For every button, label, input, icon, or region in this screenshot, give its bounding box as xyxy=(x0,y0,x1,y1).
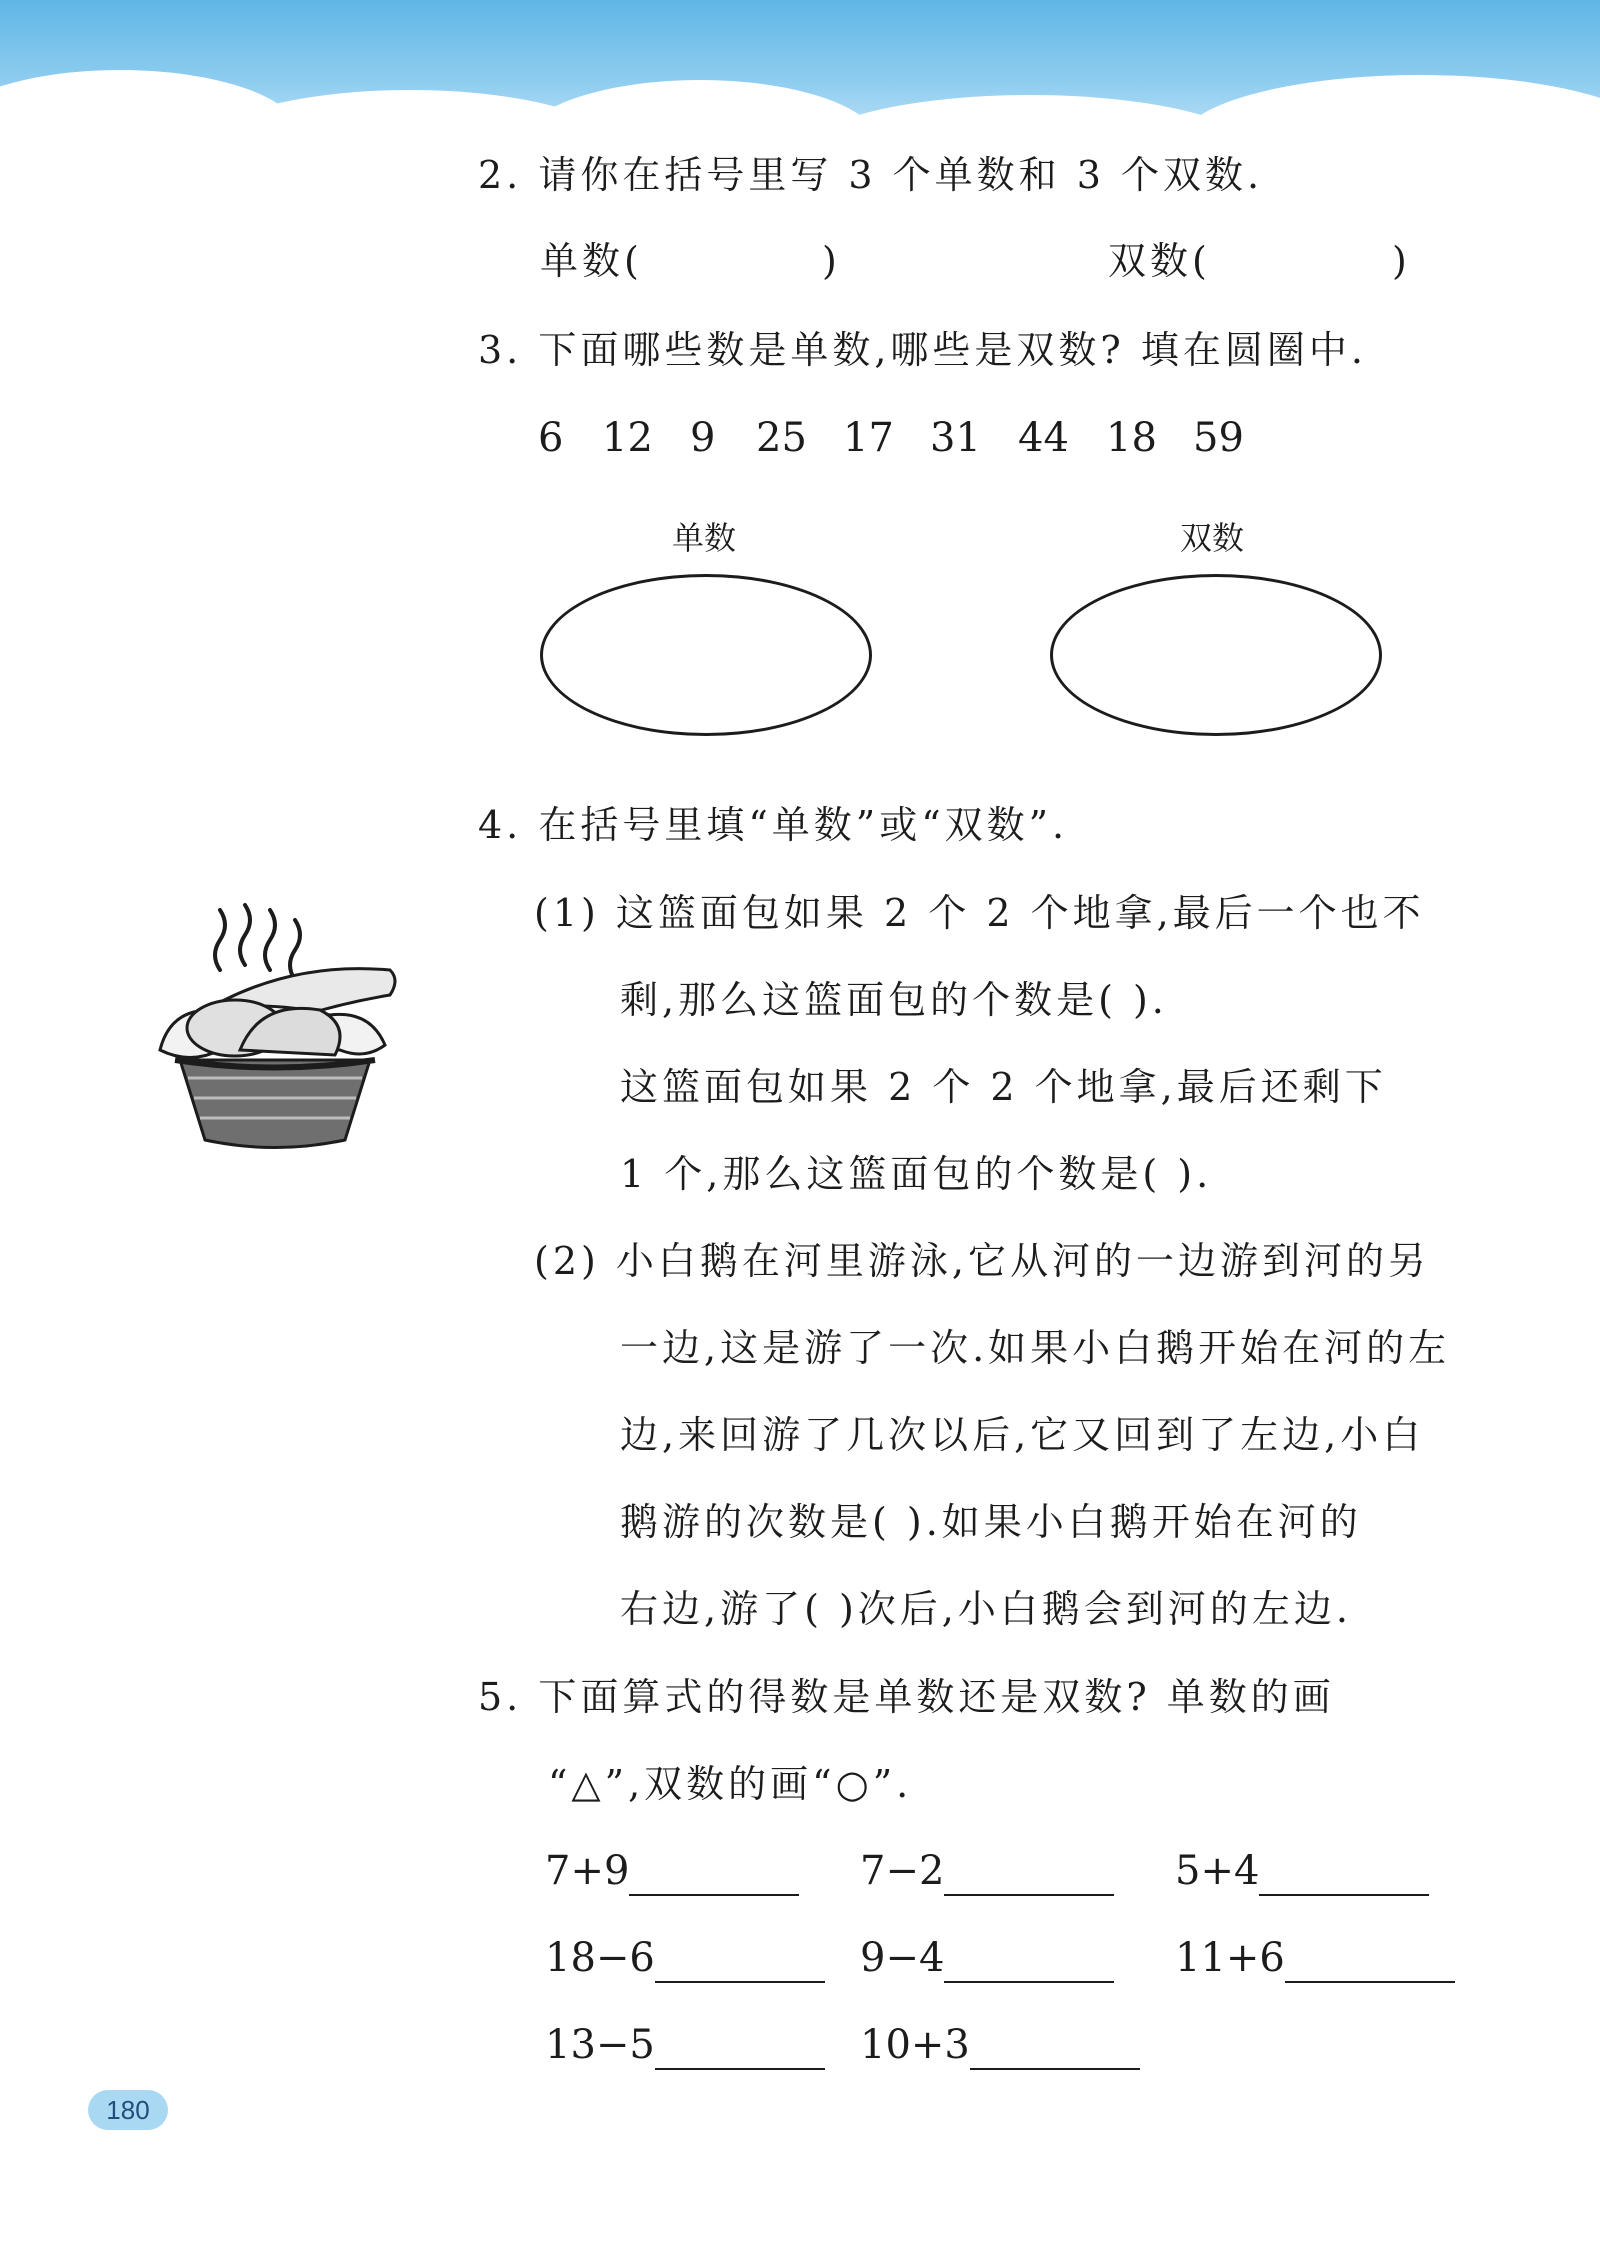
answer-blank[interactable] xyxy=(1259,1850,1429,1896)
q3-number: 44 xyxy=(1018,415,1069,461)
even-circle-label: 双数 xyxy=(1180,519,1245,557)
answer-blank[interactable] xyxy=(944,1850,1114,1896)
q4-part2-line: 右边,游了( )次后,小白鹅会到河的左边. xyxy=(620,1587,1352,1631)
q4-part1-line: (1) 这篮面包如果 2 个 2 个地拿,最后一个也不 xyxy=(534,891,1425,935)
expr-text: 13−5 xyxy=(545,2022,655,2068)
answer-blank[interactable] xyxy=(970,2024,1140,2070)
q4-part2-line: 边,来回游了几次以后,它又回到了左边,小白 xyxy=(620,1413,1425,1457)
odd-circle xyxy=(540,574,872,736)
q2-even-close: ) xyxy=(1392,239,1411,283)
q5-expression xyxy=(1175,1846,1429,1896)
q5-expression xyxy=(860,1933,1114,1983)
q3-number: 25 xyxy=(756,415,807,461)
q5-expression xyxy=(860,2020,1140,2070)
even-circle xyxy=(1050,574,1382,736)
q4-prompt: 4. 在括号里填“单数”或“双数”. xyxy=(478,803,1069,847)
expr-text: 9−4 xyxy=(860,1935,945,1981)
q3-number: 9 xyxy=(690,415,716,461)
q5-expression xyxy=(860,1846,1114,1896)
q3-number: 12 xyxy=(602,415,653,461)
answer-blank[interactable] xyxy=(1285,1937,1455,1983)
odd-circle-label: 单数 xyxy=(672,519,737,557)
q3-number: 17 xyxy=(843,415,894,461)
answer-blank[interactable] xyxy=(944,1937,1114,1983)
q2-even-label: 双数( xyxy=(1108,239,1211,283)
expr-text: 10+3 xyxy=(860,2022,970,2068)
q3-number: 6 xyxy=(538,415,564,461)
q4-part1-line: 剩,那么这篮面包的个数是( ). xyxy=(620,978,1168,1022)
page-number: 180 xyxy=(88,2090,168,2130)
q5-prompt-line: “△”,双数的画“○”. xyxy=(548,1762,913,1806)
q4-part1-line: 这篮面包如果 2 个 2 个地拿,最后还剩下 xyxy=(620,1065,1387,1109)
expr-text: 11+6 xyxy=(1175,1935,1285,1981)
q3-prompt: 3. 下面哪些数是单数,哪些是双数? 填在圆圈中. xyxy=(478,328,1367,372)
q4-part2-line: 一边,这是游了一次.如果小白鹅开始在河的左 xyxy=(620,1326,1451,1370)
q4-part1-line: 1 个,那么这篮面包的个数是( ). xyxy=(620,1152,1213,1196)
expr-text: 5+4 xyxy=(1175,1848,1260,1894)
q4-part2-line: 鹅游的次数是( ).如果小白鹅开始在河的 xyxy=(620,1500,1362,1544)
q3-number: 59 xyxy=(1193,415,1244,461)
q3-number: 18 xyxy=(1106,415,1157,461)
answer-blank[interactable] xyxy=(629,1850,799,1896)
q2-odd-close: ) xyxy=(822,239,841,283)
answer-blank[interactable] xyxy=(655,2024,825,2070)
q5-expression xyxy=(545,1933,825,1983)
q5-expression xyxy=(1175,1933,1455,1983)
q2-prompt: 2. 请你在括号里写 3 个单数和 3 个双数. xyxy=(478,153,1264,197)
answer-blank[interactable] xyxy=(655,1937,825,1983)
q5-prompt-line: 5. 下面算式的得数是单数还是双数? 单数的画 xyxy=(478,1675,1335,1719)
q5-expression xyxy=(545,1846,799,1896)
q4-part2-line: (2) 小白鹅在河里游泳,它从河的一边游到河的另 xyxy=(534,1239,1430,1283)
q5-expression xyxy=(545,2020,825,2070)
expr-text: 18−6 xyxy=(545,1935,655,1981)
bread-basket-illustration xyxy=(150,900,410,1150)
q2-odd-label: 单数( xyxy=(540,239,643,283)
expr-text: 7−2 xyxy=(860,1848,945,1894)
expr-text: 7+9 xyxy=(545,1848,630,1894)
q3-number: 31 xyxy=(930,415,981,461)
